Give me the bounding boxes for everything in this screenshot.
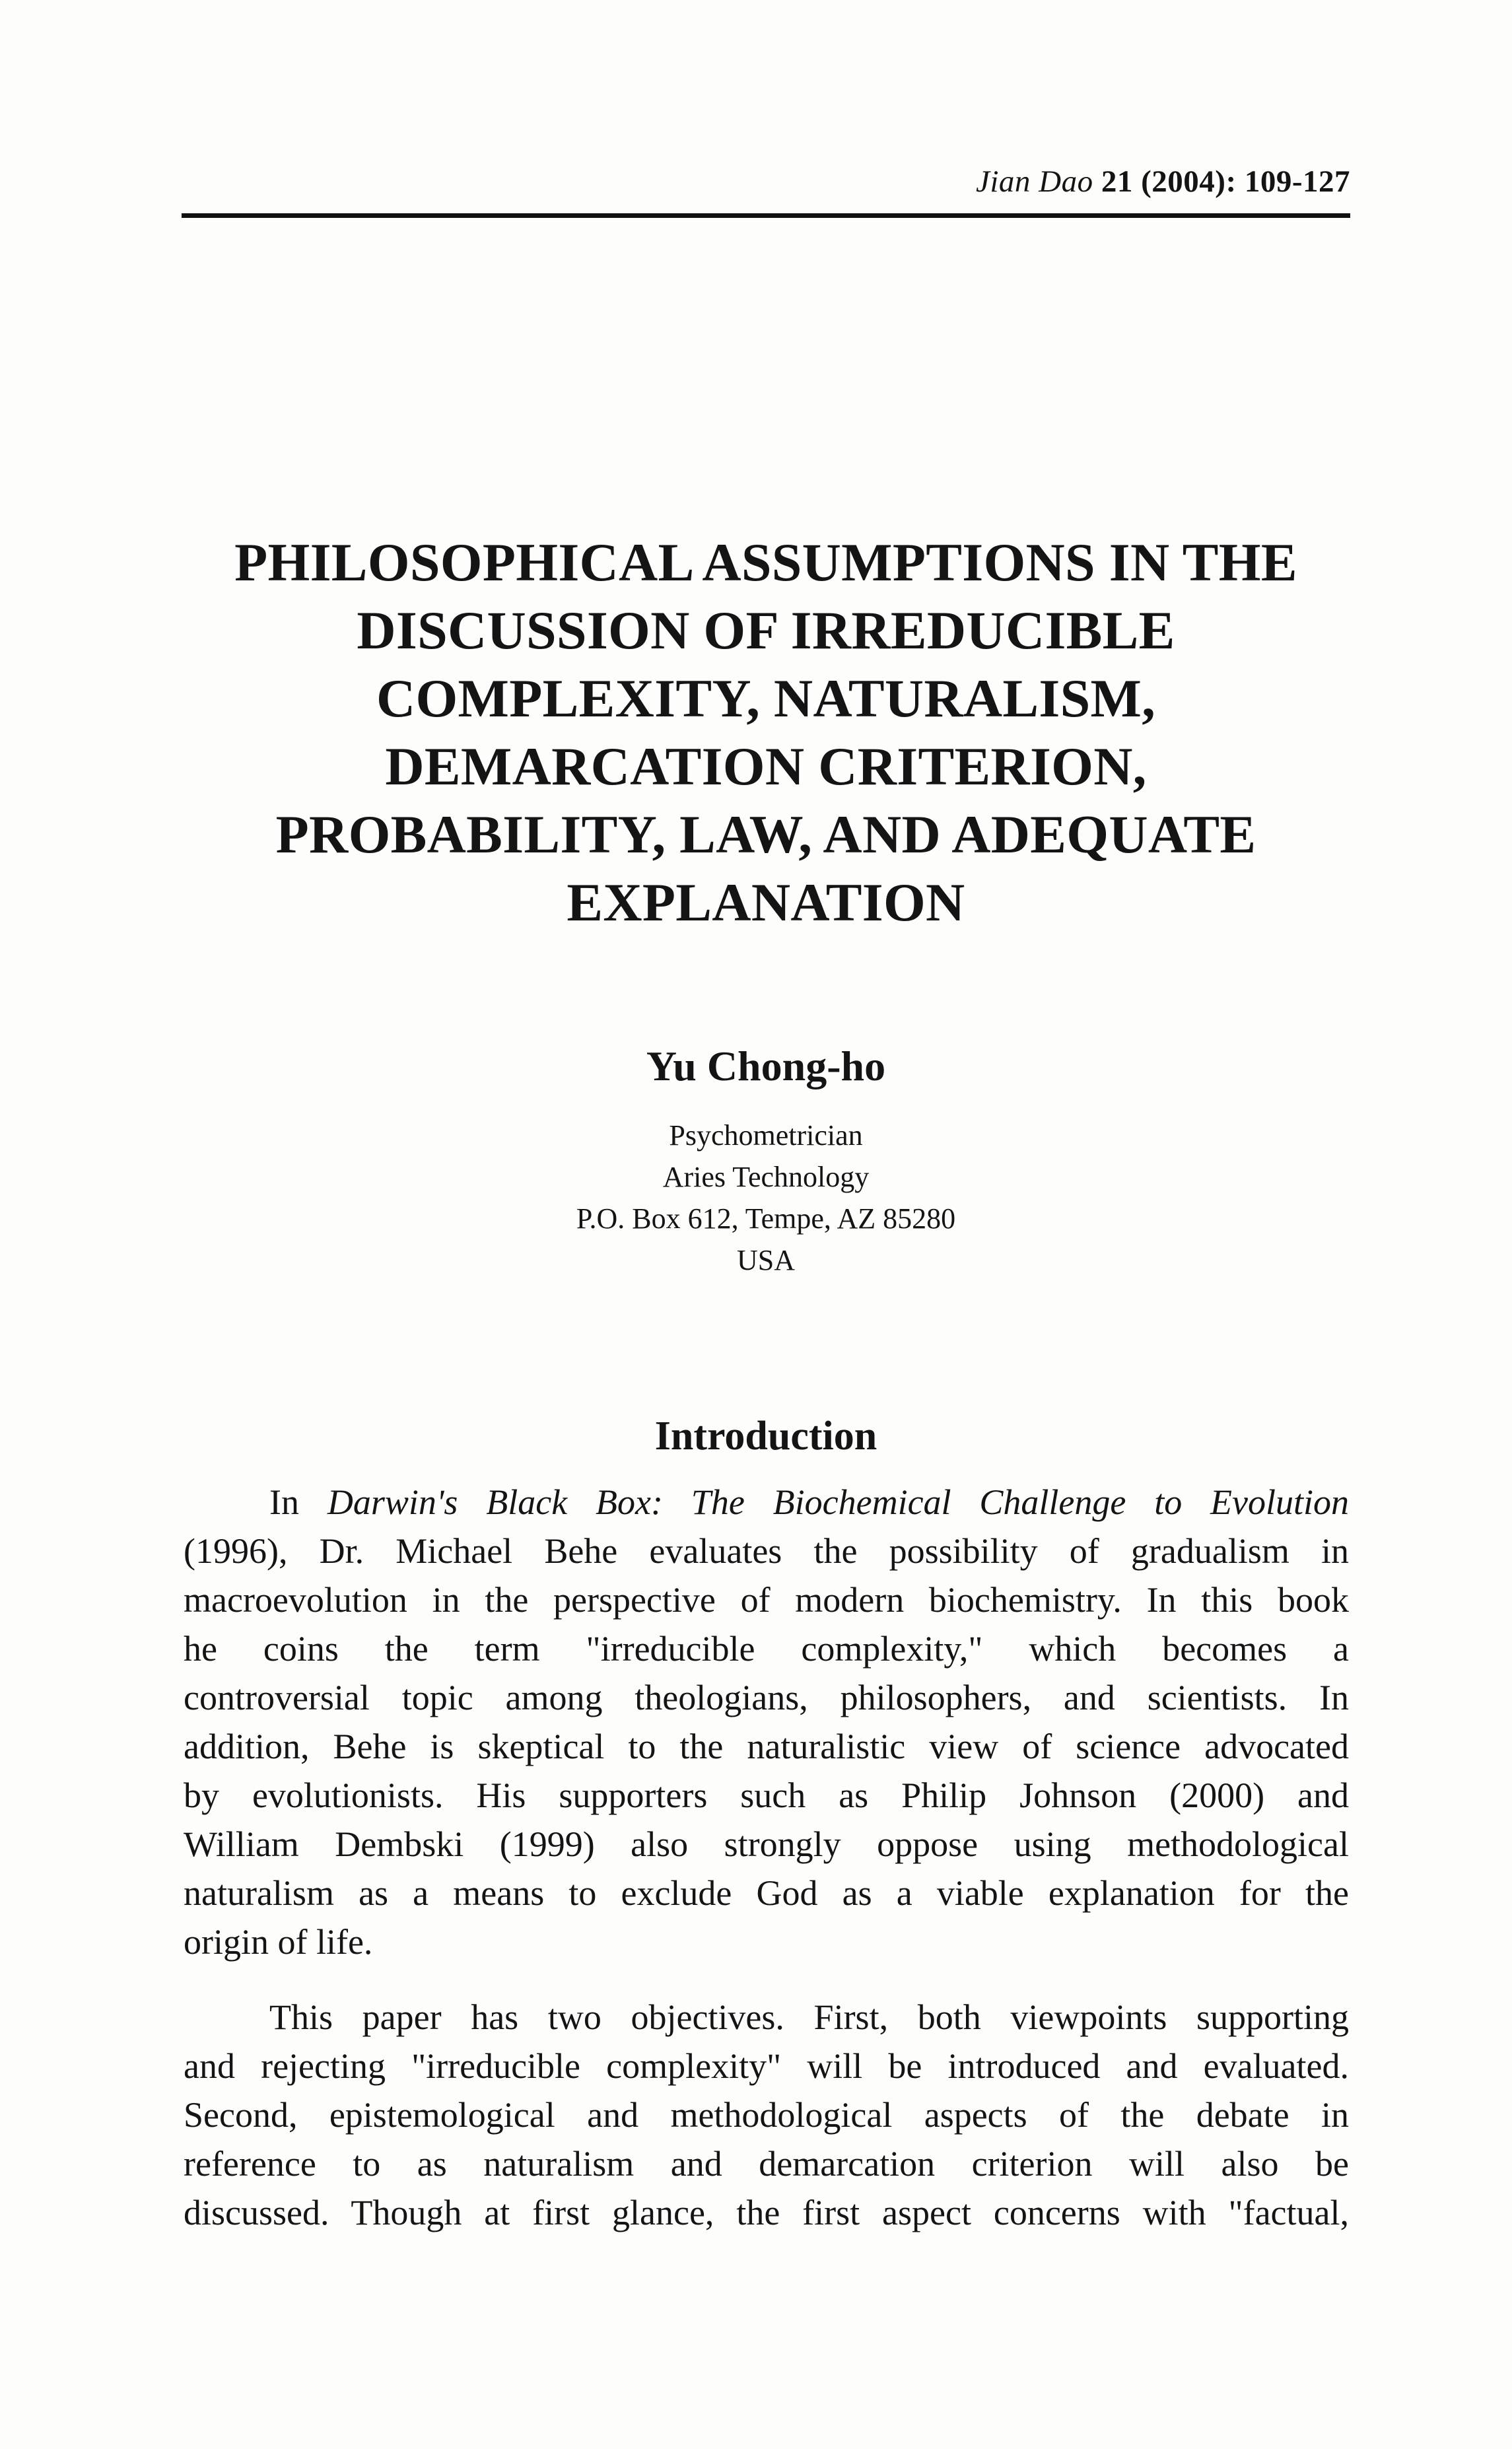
paragraph-line: origin of life. xyxy=(184,1922,373,1962)
line-prefix: In xyxy=(269,1482,327,1522)
title-line: DEMARCATION CRITERION, xyxy=(385,736,1147,796)
paragraph-line xyxy=(184,1478,1349,1527)
author-name: Yu Chong-ho xyxy=(646,1043,886,1089)
paragraph-line: reference to as naturalism and demarcation criterion will also be xyxy=(184,2144,1349,2184)
title-line: EXPLANATION xyxy=(567,872,965,932)
affiliation-line: Aries Technology xyxy=(662,1161,870,1193)
paragraph-line: he coins the term "irreducible complexity," which becomes a xyxy=(184,1629,1349,1669)
journal-name: Jian Dao xyxy=(976,164,1093,199)
paragraph-line: William Dembski (1999) also strongly oppose using methodological xyxy=(184,1824,1349,1864)
paragraph-line: discussed. Though at first glance, the first aspect concerns with "factual, xyxy=(184,2193,1349,2232)
paragraph-2 xyxy=(184,1993,1349,2237)
running-head xyxy=(976,164,1350,199)
title-line: DISCUSSION OF IRREDUCIBLE xyxy=(357,600,1175,660)
section-heading: Introduction xyxy=(654,1414,877,1459)
author-affiliation xyxy=(172,1115,1360,1281)
paragraph-line: This paper has two objectives. First, both viewpoints supporting xyxy=(269,1997,1349,2037)
paragraph-1 xyxy=(184,1478,1349,1966)
affiliation-line: USA xyxy=(736,1244,796,1276)
paragraph-line: and rejecting "irreducible complexity" will be introduced and evaluated. xyxy=(184,2046,1349,2086)
affiliation-line: P.O. Box 612, Tempe, AZ 85280 xyxy=(576,1202,956,1235)
header-rule xyxy=(182,213,1350,218)
title-line: PROBABILITY, LAW, AND ADEQUATE xyxy=(275,804,1256,864)
paper-title xyxy=(172,528,1360,936)
paragraph-line: naturalism as a means to exclude God as a viable explanation for the xyxy=(184,1873,1349,1913)
paragraph-line: addition, Behe is skeptical to the naturalistic view of science advocated xyxy=(184,1727,1349,1766)
journal-citation: 21 (2004): 109-127 xyxy=(1093,164,1350,199)
title-line: PHILOSOPHICAL ASSUMPTIONS IN THE xyxy=(234,532,1297,592)
affiliation-line: Psychometrician xyxy=(669,1119,863,1152)
paragraph-line: Second, epistemological and methodological aspects of the debate in xyxy=(184,2095,1349,2135)
title-line: COMPLEXITY, NATURALISM, xyxy=(376,668,1156,728)
paragraph-line: by evolutionists. His supporters such as Philip Johnson (2000) and xyxy=(184,1776,1349,1815)
paragraph-line: controversial topic among theologians, philosophers, and scientists. In xyxy=(184,1678,1349,1717)
paragraph-line: macroevolution in the perspective of modern biochemistry. In this book xyxy=(184,1580,1349,1620)
book-title: Darwin's Black Box: The Biochemical Challenge to Evolution xyxy=(327,1482,1349,1522)
paragraph-line: (1996), Dr. Michael Behe evaluates the possibility of gradualism in xyxy=(184,1531,1349,1571)
